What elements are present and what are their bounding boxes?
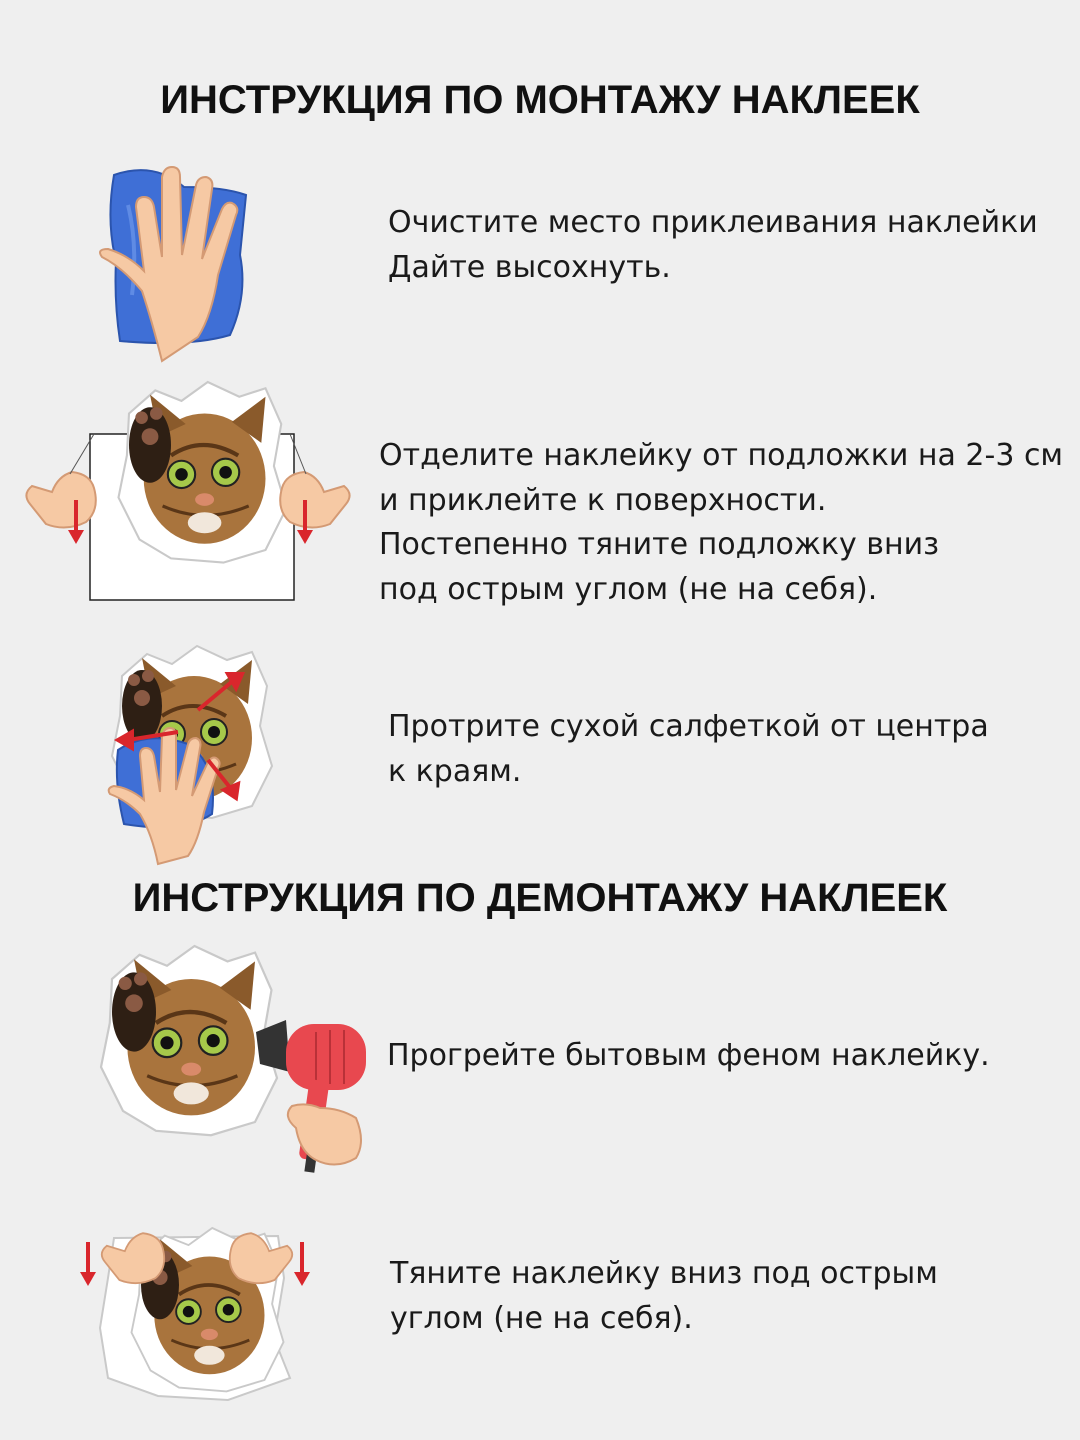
mount-step-2-line-3: Постепенно тяните подложку вниз	[379, 527, 940, 562]
mount-step-2-line-1: Отделите наклейку от подложки на 2-3 см	[379, 438, 1064, 473]
mount-step-2-line-2: и приклейте к поверхности.	[379, 482, 827, 518]
dismount-step-1-line-1: Прогрейте бытовым феном наклейку.	[387, 1038, 990, 1073]
mount-step-2-line-4: под острым углом (не на себя).	[379, 571, 878, 607]
dismount-step-1-text	[387, 1033, 990, 1078]
wipe-sticker-cloth-icon	[98, 640, 278, 866]
mount-step-1-line-2: Дайте высохнуть.	[388, 250, 671, 285]
pull-sticker-down-icon	[78, 1218, 314, 1404]
dismount-step-2-line-2: углом (не на себя).	[390, 1301, 693, 1336]
mount-section-title: ИНСТРУКЦИЯ ПО МОНТАЖУ НАКЛЕЕК	[160, 78, 920, 122]
dismount-step-2-line-1: Тяните наклейку вниз под острым	[390, 1256, 938, 1291]
peel-backing-cat-sticker-icon	[18, 378, 358, 604]
mount-step-1-line-1: Очистите место приклеивания наклейки	[388, 205, 1038, 240]
hand-wiping-cloth-icon	[92, 165, 262, 365]
mount-step-1-text	[388, 200, 1038, 290]
dismount-step-2-text	[390, 1251, 938, 1341]
mount-step-2-text	[379, 434, 1063, 612]
mount-step-3-text	[388, 704, 989, 794]
mount-step-3-line-1: Протрите сухой салфеткой от центра	[388, 709, 989, 744]
dismount-section-title: ИНСТРУКЦИЯ ПО ДЕМОНТАЖУ НАКЛЕЕК	[132, 876, 948, 920]
hair-dryer-heating-sticker-icon	[90, 940, 380, 1196]
mount-step-3-line-2: к краям.	[388, 754, 522, 789]
